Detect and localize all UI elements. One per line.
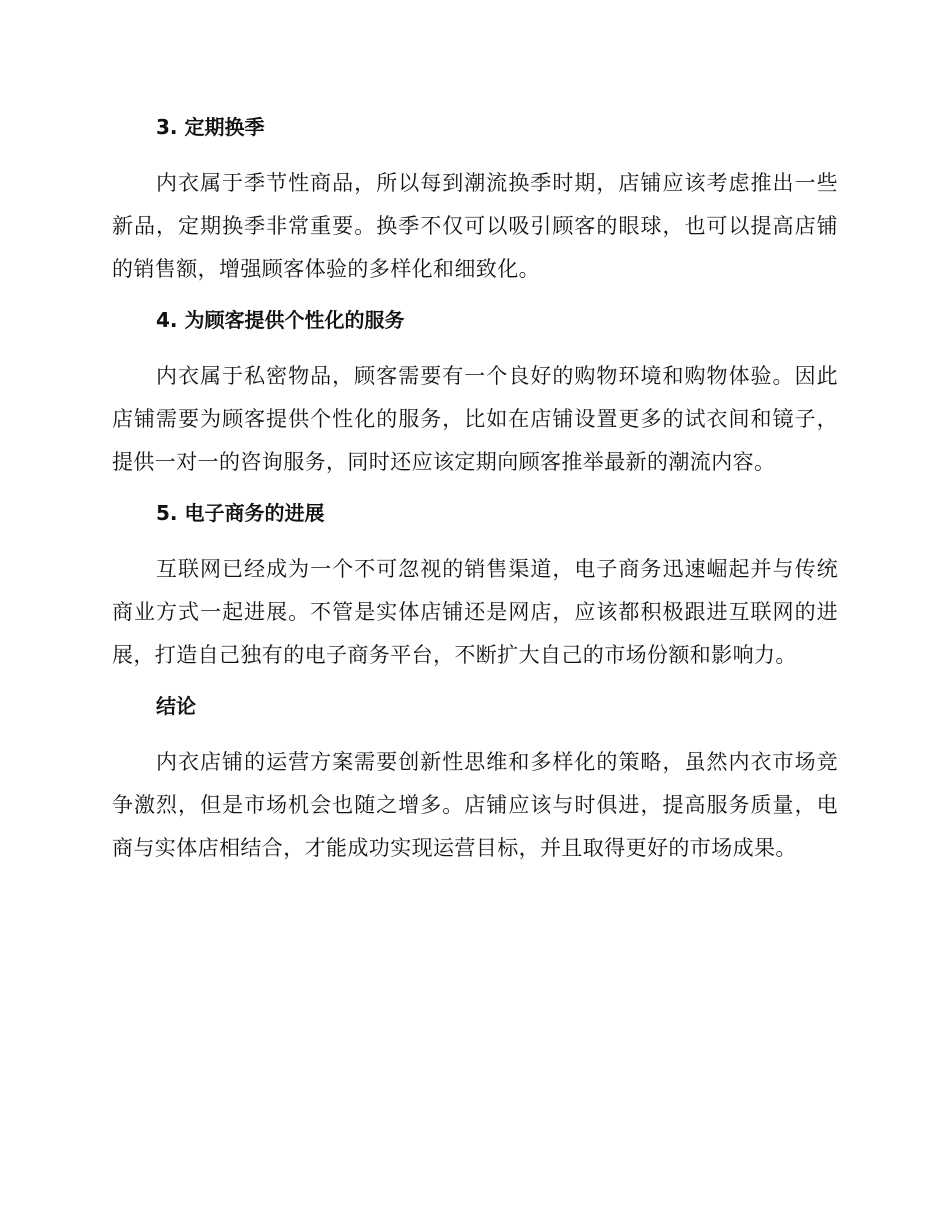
section-heading: 5. 电子商务的进展	[156, 501, 325, 525]
section-paragraph: 内衣属于私密物品，顾客需要有一个良好的购物环境和购物体验。因此店铺需要为顾客提供个性化的服务，比如在店铺设置更多的试衣间和镜子，提供一对一的咨询服务，同时还应该定期向顾客推举最新的潮流内容。	[112, 364, 838, 474]
section-paragraph: 互联网已经成为一个不可忽视的销售渠道，电子商务迅速崛起并与传统商业方式一起进展。不管是实体店铺还是网店，应该都积极跟进互联网的进展，打造自己独有的电子商务平台，不断扩大自己的市场份额和影响力。	[112, 557, 838, 667]
section-paragraph: 内衣店铺的运营方案需要创新性思维和多样化的策略，虽然内衣市场竞争激烈，但是市场机会也随之增多。店铺应该与时俱进，提高服务质量，电商与实体店相结合，才能成功实现运营目标，并且取得更好的市场成果。	[112, 750, 838, 860]
section-paragraph: 内衣属于季节性商品，所以每到潮流换季时期，店铺应该考虑推出一些新品，定期换季非常重要。换季不仅可以吸引顾客的眼球，也可以提高店铺的销售额，增强顾客体验的多样化和细致化。	[112, 171, 838, 281]
section-heading: 结论	[156, 694, 196, 718]
section-seasonal-change	[112, 112, 838, 291]
section-personalized-service	[112, 305, 838, 484]
section-heading: 4. 为顾客提供个性化的服务	[156, 308, 405, 332]
section-conclusion	[112, 691, 838, 870]
section-ecommerce	[112, 498, 838, 677]
section-heading: 3. 定期换季	[156, 115, 265, 139]
